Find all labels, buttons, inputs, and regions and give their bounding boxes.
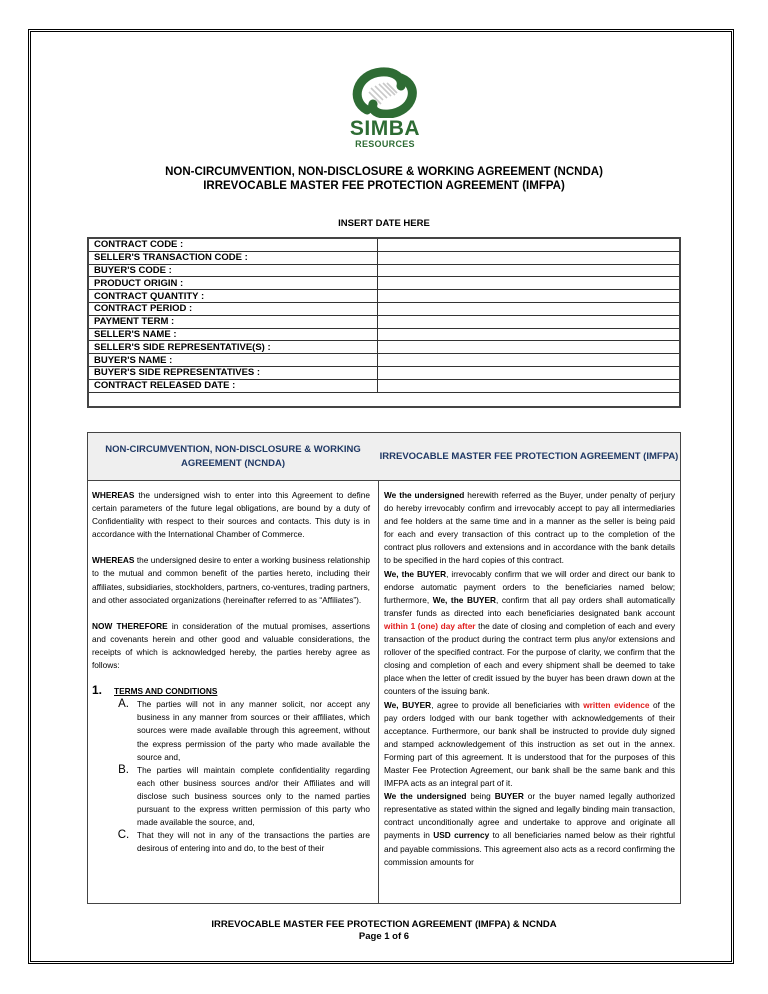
contract-row xyxy=(88,379,681,392)
imfpa-column xyxy=(384,489,675,901)
contract-field-label: SELLER'S TRANSACTION CODE : xyxy=(88,251,378,264)
contract-row xyxy=(88,366,681,379)
brand-subtitle: RESOURCES xyxy=(355,139,415,149)
footer-title: IRREVOCABLE MASTER FEE PROTECTION AGREEMENT (IMFPA) & NCNDA xyxy=(211,919,557,930)
imfpa-para-4: We the undersigned being BUYER or the buyer named legally authorized representative as stated within the signed and legally binding main transaction, contract unconditionally agree and undertake to approve and originate all payments in USD currency to all beneficiaries named below as their rightful and payable commissions. This agreement also acts as a record confirming the commission amounts for xyxy=(384,791,675,867)
contract-row xyxy=(88,239,681,252)
contract-field-value[interactable] xyxy=(378,354,681,367)
contract-field-value[interactable] xyxy=(378,379,681,392)
contract-field-label: CONTRACT RELEASED DATE : xyxy=(88,379,378,392)
contract-field-label: PRODUCT ORIGIN : xyxy=(88,277,378,290)
contract-field-value[interactable] xyxy=(378,251,681,264)
contract-field-label: SELLER'S NAME : xyxy=(88,328,378,341)
contract-row xyxy=(88,251,681,264)
ncnda-whereas-2: WHEREAS the undersigned desire to enter a working business relationship to the mutual and common benefit of the parties hereto, including their affiliates, subsidiaries, stockholders, partners, co-ventures, trading partners, and other associated organizations (hereinafter referred to as “Affiliates”). xyxy=(92,555,370,605)
ncnda-header: NON-CIRCUMVENTION, NON-DISCLOSURE & WORKING AGREEMENT (NCNDA) xyxy=(88,433,379,481)
ncnda-now-therefore: NOW THEREFORE in consideration of the mutual promises, assertions and covenants herein and other good and valuable considerations, the receipts of which is acknowledged hereby, the parties hereby agree as follows: xyxy=(92,620,370,671)
contract-field-label: CONTRACT CODE : xyxy=(88,239,378,252)
contract-field-value[interactable] xyxy=(378,290,681,303)
title-line-2: IRREVOCABLE MASTER FEE PROTECTION AGREEMENT (IMFPA) xyxy=(203,180,565,192)
contract-row xyxy=(88,328,681,341)
contract-field-value[interactable] xyxy=(378,328,681,341)
contract-field-label: SELLER'S SIDE REPRESENTATIVE(S) : xyxy=(88,341,378,354)
contract-row xyxy=(88,290,681,303)
term-item-a: A. The parties will not in any manner solicit, nor accept any business in any manner from sources or their affiliates, which sources were made available through this agreement, without the express permission of the party who made available the source and, xyxy=(118,698,370,762)
company-logo xyxy=(345,66,425,118)
title-line-1: NON-CIRCUMVENTION, NON-DISCLOSURE & WORKING AGREEMENT (NCNDA) xyxy=(165,166,603,178)
imfpa-para-3: We, BUYER, agree to provide all beneficiaries with written evidence of the pay orders lodged with our bank together with acknowledgements of their acceptance. Furthermore, our bank shall be instructed to provide duly signed and stamped acknowledgement of this instruction as set out in the annex. Forming part of this agreement. It is understood that for the purposes of this Master Fee Protection Agreement, our bank shall be the same bank and this IMFPA acts as an integral part of it. xyxy=(384,699,675,789)
agreement-columns xyxy=(87,432,681,904)
contract-field-label: BUYER'S NAME : xyxy=(88,354,378,367)
contract-details-table xyxy=(87,238,681,393)
contract-field-label: PAYMENT TERM : xyxy=(88,315,378,328)
term-item-b: B. The parties will maintain complete confidentiality regarding each other business sources and/or their Affiliates and will disclose such business sources only to the named parties pursuant to the express written permission of this party who made available the source, and, xyxy=(118,763,370,828)
brand-wordmark xyxy=(330,118,440,149)
contract-field-value[interactable] xyxy=(378,302,681,315)
term-item-c: C. That they will not in any of the transactions the parties are desirous of entering into and do, to the best of their xyxy=(117,829,370,854)
section-heading xyxy=(92,684,370,698)
contract-field-label: CONTRACT PERIOD : xyxy=(88,302,378,315)
column-divider xyxy=(378,480,379,903)
contract-field-value[interactable] xyxy=(378,239,681,252)
contract-row xyxy=(88,341,681,354)
page-footer xyxy=(60,919,708,943)
contract-row xyxy=(88,315,681,328)
contract-field-value[interactable] xyxy=(378,366,681,379)
contract-row xyxy=(88,302,681,315)
contract-field-value[interactable] xyxy=(378,264,681,277)
section-title: TERMS AND CONDITIONS xyxy=(114,686,218,697)
page-number: Page 1 of 6 xyxy=(358,931,410,942)
contract-field-value[interactable] xyxy=(378,277,681,290)
contract-field-value[interactable] xyxy=(378,341,681,354)
imfpa-para-2: We, the BUYER, irrevocably confirm that we will order and direct our bank to endorse automatic payment orders to the beneficiaries named below; furthermore, We, the BUYER, confirm that all pay orders shall automatically transfer funds as directed into each beneficiaries designated bank account within 1 (one) day after the date of closing and completion of each and every transaction of the product during the contract term plus any/or extensions and rollover of the specified contract. For the purpose of clarity, we confirm that the closing and completion of each and every shipment shall be deemed to take place when the letter of credit issued by the buyer has been drawn down at the counters of the issuing bank. xyxy=(384,568,675,697)
contract-field-label: BUYER'S SIDE REPRESENTATIVES : xyxy=(88,366,378,379)
date-placeholder: INSERT DATE HERE xyxy=(338,218,430,229)
imfpa-para-1: We the undersigned herewith referred as the Buyer, under penalty of perjury do hereby irrevocably confirm and irrevocably accept to pay all intermediaries and fee holders at the same time and in a manner as the seller is being paid for each and every transaction of this contract up to the completion of the contract plus rollovers and extensions and in accordance with the bank details to be specified in the hard copies of this contract. xyxy=(384,490,675,566)
contract-row xyxy=(88,277,681,290)
contract-row xyxy=(88,264,681,277)
ncnda-whereas-1: WHEREAS the undersigned wish to enter into this Agreement to define certain parameters of the future legal obligations, are bound by a duty of Confidentiality with respect to their sources and contacts. This duty is in accordance with the International Chamber of Commerce. xyxy=(92,490,370,540)
document-title xyxy=(60,165,708,193)
contract-field-label: BUYER'S CODE : xyxy=(88,264,378,277)
contract-row xyxy=(88,354,681,367)
contract-field-value[interactable] xyxy=(378,315,681,328)
ncnda-column xyxy=(92,489,370,855)
brand-name: SIMBA xyxy=(349,117,421,140)
section-number: 1. xyxy=(92,683,103,698)
contract-field-label: CONTRACT QUANTITY : xyxy=(88,290,378,303)
imfpa-header: IRREVOCABLE MASTER FEE PROTECTION AGREEMENT (IMFPA) xyxy=(378,433,680,481)
